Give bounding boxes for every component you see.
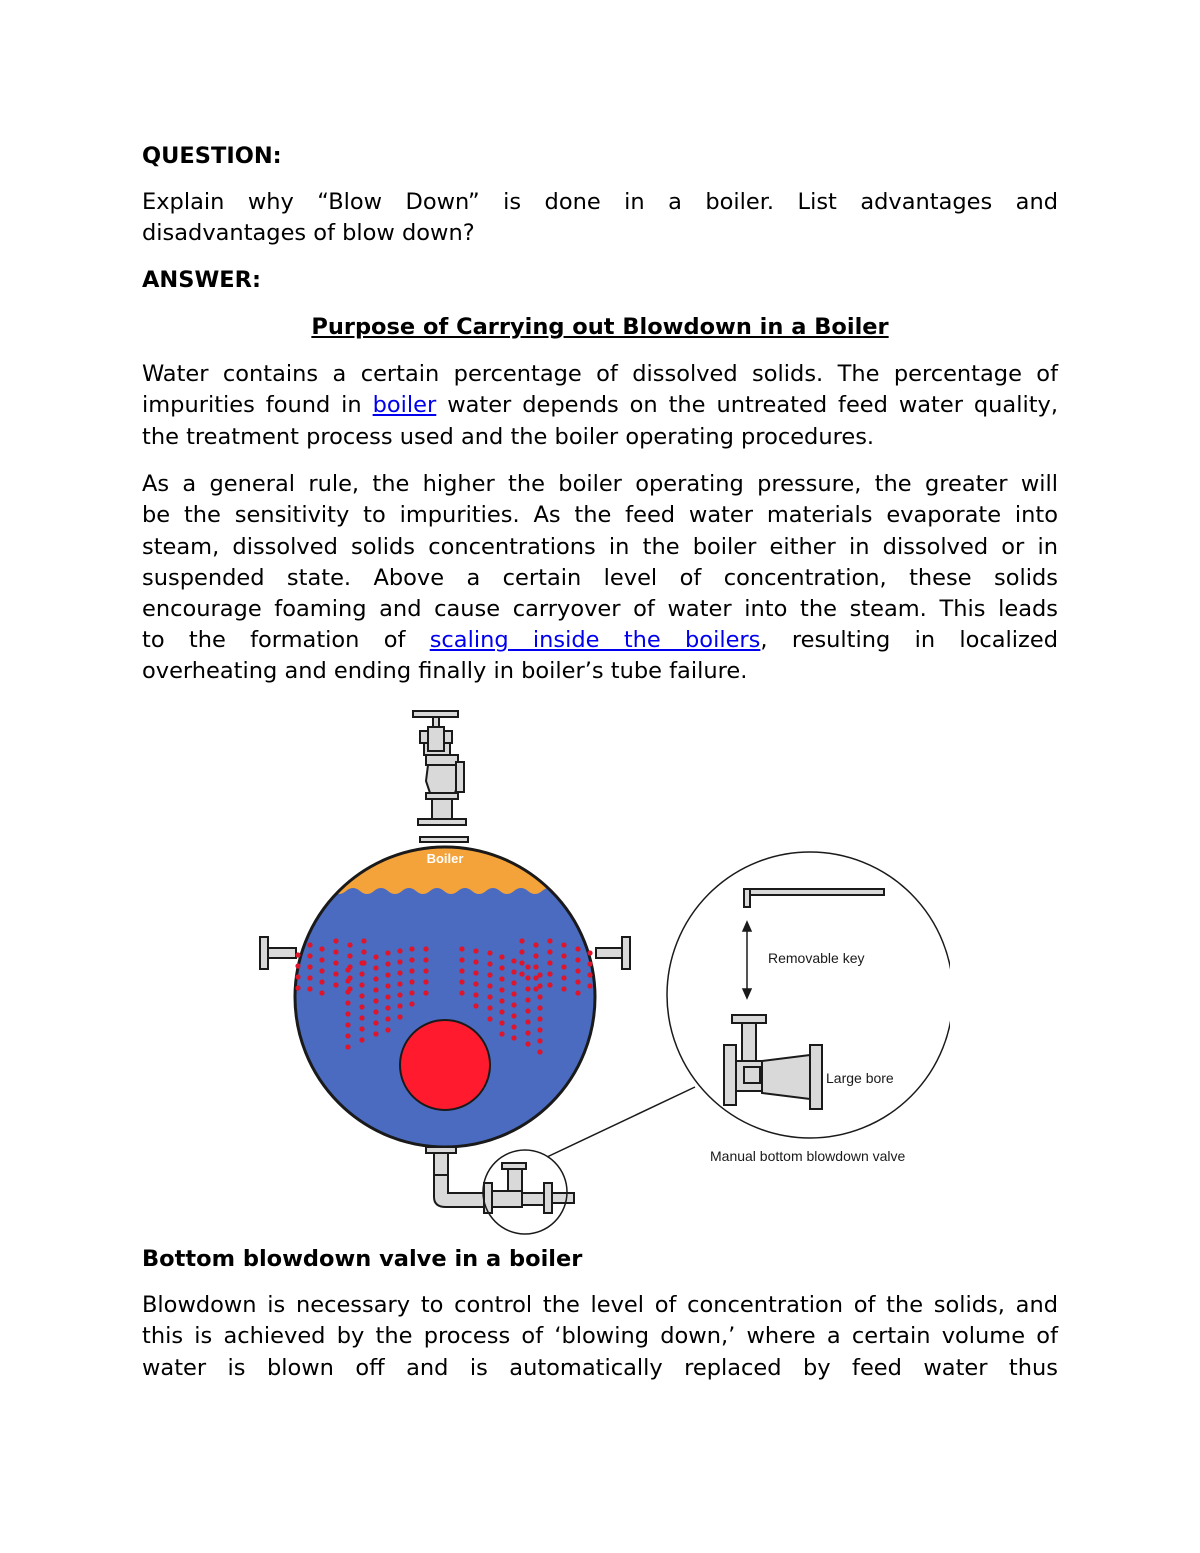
bottom-blowdown-pipe bbox=[426, 1147, 574, 1213]
valve-caption: Manual bottom blowdown valve bbox=[710, 1148, 906, 1164]
solid-particle bbox=[561, 953, 566, 958]
solid-particle bbox=[575, 957, 580, 962]
solid-particle bbox=[307, 975, 312, 980]
solid-particle bbox=[587, 983, 592, 988]
solid-particle bbox=[385, 1016, 390, 1021]
solid-particle bbox=[575, 968, 580, 973]
question-line-2: disadvantages of blow down? bbox=[142, 220, 475, 246]
solid-particle bbox=[385, 994, 390, 999]
solid-particle bbox=[359, 1037, 364, 1042]
p2-line-6-end: , resulting in localized bbox=[760, 627, 1058, 653]
solid-particle bbox=[525, 1041, 530, 1046]
solid-particle bbox=[373, 1020, 378, 1025]
solid-particle bbox=[397, 1003, 402, 1008]
solid-particle bbox=[423, 946, 428, 951]
solid-particle bbox=[397, 970, 402, 975]
solid-particle bbox=[499, 987, 504, 992]
solid-particle bbox=[345, 1044, 350, 1049]
solid-particle bbox=[533, 975, 538, 980]
solid-particle bbox=[511, 991, 516, 996]
solid-particle bbox=[561, 986, 566, 991]
solid-particle bbox=[345, 1033, 350, 1038]
question-heading: QUESTION: bbox=[142, 143, 282, 169]
solid-particle bbox=[499, 1020, 504, 1025]
solid-particle bbox=[525, 986, 530, 991]
solid-particle bbox=[397, 981, 402, 986]
solid-particle bbox=[519, 949, 524, 954]
solid-particle bbox=[511, 969, 516, 974]
solid-particle bbox=[385, 983, 390, 988]
solid-particle bbox=[487, 983, 492, 988]
p2-line-2: be the sensitivity to impurities. As the feed water materials evaporate into bbox=[142, 502, 1058, 528]
solid-particle bbox=[345, 1000, 350, 1005]
solid-particle bbox=[409, 957, 414, 962]
solid-particle bbox=[307, 986, 312, 991]
solid-particle bbox=[409, 990, 414, 995]
solid-particle bbox=[575, 990, 580, 995]
solid-particle bbox=[519, 960, 524, 965]
solid-particle bbox=[385, 1005, 390, 1010]
solid-particle bbox=[499, 1009, 504, 1014]
solid-particle bbox=[373, 987, 378, 992]
solid-particle bbox=[537, 994, 542, 999]
p2-line-6 bbox=[142, 625, 1058, 656]
solid-particle bbox=[459, 946, 464, 951]
solid-particle bbox=[385, 972, 390, 977]
solid-particle bbox=[499, 954, 504, 959]
solid-particle bbox=[295, 985, 300, 990]
solid-particle bbox=[345, 1022, 350, 1027]
solid-particle bbox=[347, 953, 352, 958]
p1-line-2 bbox=[142, 390, 1058, 421]
solid-particle bbox=[423, 979, 428, 984]
solid-particle bbox=[473, 1003, 478, 1008]
solid-particle bbox=[459, 990, 464, 995]
solid-particle bbox=[587, 972, 592, 977]
solid-particle bbox=[561, 975, 566, 980]
solid-particle bbox=[525, 964, 530, 969]
p1-line-1: Water contains a certain percentage of dissolved solids. The percentage of bbox=[142, 361, 1058, 387]
solid-particle bbox=[473, 992, 478, 997]
solid-particle bbox=[499, 998, 504, 1003]
solid-particle bbox=[359, 1026, 364, 1031]
solid-particle bbox=[537, 1038, 542, 1043]
solid-particle bbox=[307, 942, 312, 947]
solid-particle bbox=[537, 1027, 542, 1032]
section-title-text: Purpose of Carrying out Blowdown in a Boiler bbox=[311, 314, 889, 340]
solid-particle bbox=[575, 979, 580, 984]
section2-line-1: Blowdown is necessary to control the level of concentration of the solids, and bbox=[142, 1292, 1058, 1318]
solid-particle bbox=[511, 1035, 516, 1040]
solid-particle bbox=[511, 980, 516, 985]
solid-particle bbox=[525, 1030, 530, 1035]
answer-heading: ANSWER: bbox=[142, 267, 261, 293]
solid-particle bbox=[487, 972, 492, 977]
solid-particle bbox=[319, 979, 324, 984]
solid-particle bbox=[499, 1031, 504, 1036]
scaling-link[interactable]: scaling inside the boilers bbox=[429, 627, 761, 653]
p1-line-3: the treatment process used and the boiler operating procedures. bbox=[142, 424, 875, 450]
solid-particle bbox=[319, 946, 324, 951]
solid-particle bbox=[319, 968, 324, 973]
solid-particle bbox=[473, 970, 478, 975]
solid-particle bbox=[473, 959, 478, 964]
solid-particle bbox=[499, 965, 504, 970]
large-bore-label: Large bore bbox=[826, 1070, 894, 1086]
solid-particle bbox=[575, 946, 580, 951]
solid-particle bbox=[333, 938, 338, 943]
solid-particle bbox=[533, 942, 538, 947]
solid-particle bbox=[537, 1005, 542, 1010]
solid-particle bbox=[525, 975, 530, 980]
solid-particle bbox=[525, 1019, 530, 1024]
section-title bbox=[142, 312, 1058, 343]
p2-line-4: suspended state. Above a certain level of concentration, these solids bbox=[142, 565, 1058, 591]
solid-particle bbox=[511, 1013, 516, 1018]
solid-particle bbox=[345, 1011, 350, 1016]
solid-particle bbox=[397, 1014, 402, 1019]
solid-particle bbox=[397, 948, 402, 953]
solid-particle bbox=[359, 982, 364, 987]
solid-particle bbox=[373, 965, 378, 970]
solid-particle bbox=[361, 949, 366, 954]
solid-particle bbox=[537, 1016, 542, 1021]
solid-particle bbox=[397, 959, 402, 964]
solid-particle bbox=[359, 993, 364, 998]
solid-particle bbox=[319, 957, 324, 962]
solid-particle bbox=[409, 968, 414, 973]
solid-particle bbox=[487, 950, 492, 955]
solid-particle bbox=[333, 971, 338, 976]
boiler-link[interactable]: boiler bbox=[372, 392, 437, 418]
solid-particle bbox=[373, 1031, 378, 1036]
p2-line-7: overheating and ending finally in boiler’s tube failure. bbox=[142, 658, 748, 684]
solid-particle bbox=[333, 982, 338, 987]
solid-particle bbox=[423, 957, 428, 962]
solid-particle bbox=[547, 949, 552, 954]
solid-particle bbox=[547, 938, 552, 943]
solid-particle bbox=[487, 1005, 492, 1010]
solid-particle bbox=[307, 964, 312, 969]
solid-particle bbox=[587, 950, 592, 955]
solid-particle bbox=[511, 958, 516, 963]
solid-particle bbox=[547, 960, 552, 965]
p2-line-5: encourage foaming and cause carryover of water into the steam. This leads bbox=[142, 596, 1058, 622]
solid-particle bbox=[473, 948, 478, 953]
solid-particle bbox=[333, 960, 338, 965]
callout-line bbox=[547, 1087, 695, 1157]
p2-line-3: steam, dissolved solids concentrations in the boiler either in dissolved or in bbox=[142, 534, 1058, 560]
boiler-blowdown-figure bbox=[250, 705, 950, 1240]
solid-particle bbox=[295, 974, 300, 979]
solid-particle bbox=[373, 998, 378, 1003]
solid-particle bbox=[295, 963, 300, 968]
solid-particle bbox=[423, 968, 428, 973]
solid-particle bbox=[519, 971, 524, 976]
top-valve bbox=[413, 711, 468, 842]
solid-particle bbox=[511, 1002, 516, 1007]
solid-particle bbox=[459, 957, 464, 962]
solid-particle bbox=[359, 1004, 364, 1009]
solid-particle bbox=[373, 1009, 378, 1014]
solid-particle bbox=[345, 978, 350, 983]
solid-particle bbox=[345, 967, 350, 972]
solid-particle bbox=[361, 938, 366, 943]
p1-line-2-start: impurities found in bbox=[142, 392, 373, 418]
section2-line-3: water is blown off and is automatically replaced by feed water thus bbox=[142, 1355, 1058, 1381]
solid-particle bbox=[511, 1024, 516, 1029]
solid-particle bbox=[561, 964, 566, 969]
solid-particle bbox=[561, 942, 566, 947]
boiler-label: Boiler bbox=[426, 851, 464, 866]
solid-particle bbox=[533, 953, 538, 958]
solid-particle bbox=[373, 976, 378, 981]
solid-particle bbox=[587, 961, 592, 966]
solid-particle bbox=[359, 971, 364, 976]
solid-particle bbox=[409, 1001, 414, 1006]
p2-line-6-start: to the formation of bbox=[142, 627, 430, 653]
solid-particle bbox=[487, 1016, 492, 1021]
solid-particle bbox=[499, 976, 504, 981]
removable-key-label: Removable key bbox=[768, 950, 865, 966]
solid-particle bbox=[307, 953, 312, 958]
solid-particle bbox=[385, 1027, 390, 1032]
solid-particle bbox=[525, 1008, 530, 1013]
boiler-diagram bbox=[250, 705, 950, 1240]
furnace-tube bbox=[400, 1020, 490, 1110]
p1-line-2-end: water depends on the untreated feed water quality, bbox=[436, 392, 1058, 418]
solid-particle bbox=[319, 990, 324, 995]
solid-particle bbox=[533, 986, 538, 991]
solid-particle bbox=[423, 990, 428, 995]
solid-particle bbox=[295, 952, 300, 957]
solid-particle bbox=[373, 954, 378, 959]
p2-line-1: As a general rule, the higher the boiler operating pressure, the greater will bbox=[142, 471, 1058, 497]
question-line-1: Explain why “Blow Down” is done in a boiler. List advantages and bbox=[142, 189, 1058, 215]
solid-particle bbox=[409, 946, 414, 951]
solid-particle bbox=[487, 994, 492, 999]
solid-particle bbox=[547, 982, 552, 987]
solid-particle bbox=[333, 949, 338, 954]
solid-particle bbox=[519, 938, 524, 943]
solid-particle bbox=[473, 981, 478, 986]
solid-particle bbox=[347, 942, 352, 947]
solid-particle bbox=[459, 979, 464, 984]
solid-particle bbox=[537, 1049, 542, 1054]
solid-particle bbox=[385, 961, 390, 966]
solid-particle bbox=[525, 997, 530, 1002]
solid-particle bbox=[359, 1015, 364, 1020]
solid-particle bbox=[459, 968, 464, 973]
solid-particle bbox=[533, 964, 538, 969]
solid-particle bbox=[359, 960, 364, 965]
section2-heading: Bottom blowdown valve in a boiler bbox=[142, 1246, 583, 1272]
solid-particle bbox=[409, 979, 414, 984]
solid-particle bbox=[547, 971, 552, 976]
solid-particle bbox=[487, 961, 492, 966]
solid-particle bbox=[385, 950, 390, 955]
section2-line-2: this is achieved by the process of ‘blowing down,’ where a certain volume of bbox=[142, 1323, 1058, 1349]
solid-particle bbox=[345, 989, 350, 994]
solid-particle bbox=[397, 992, 402, 997]
